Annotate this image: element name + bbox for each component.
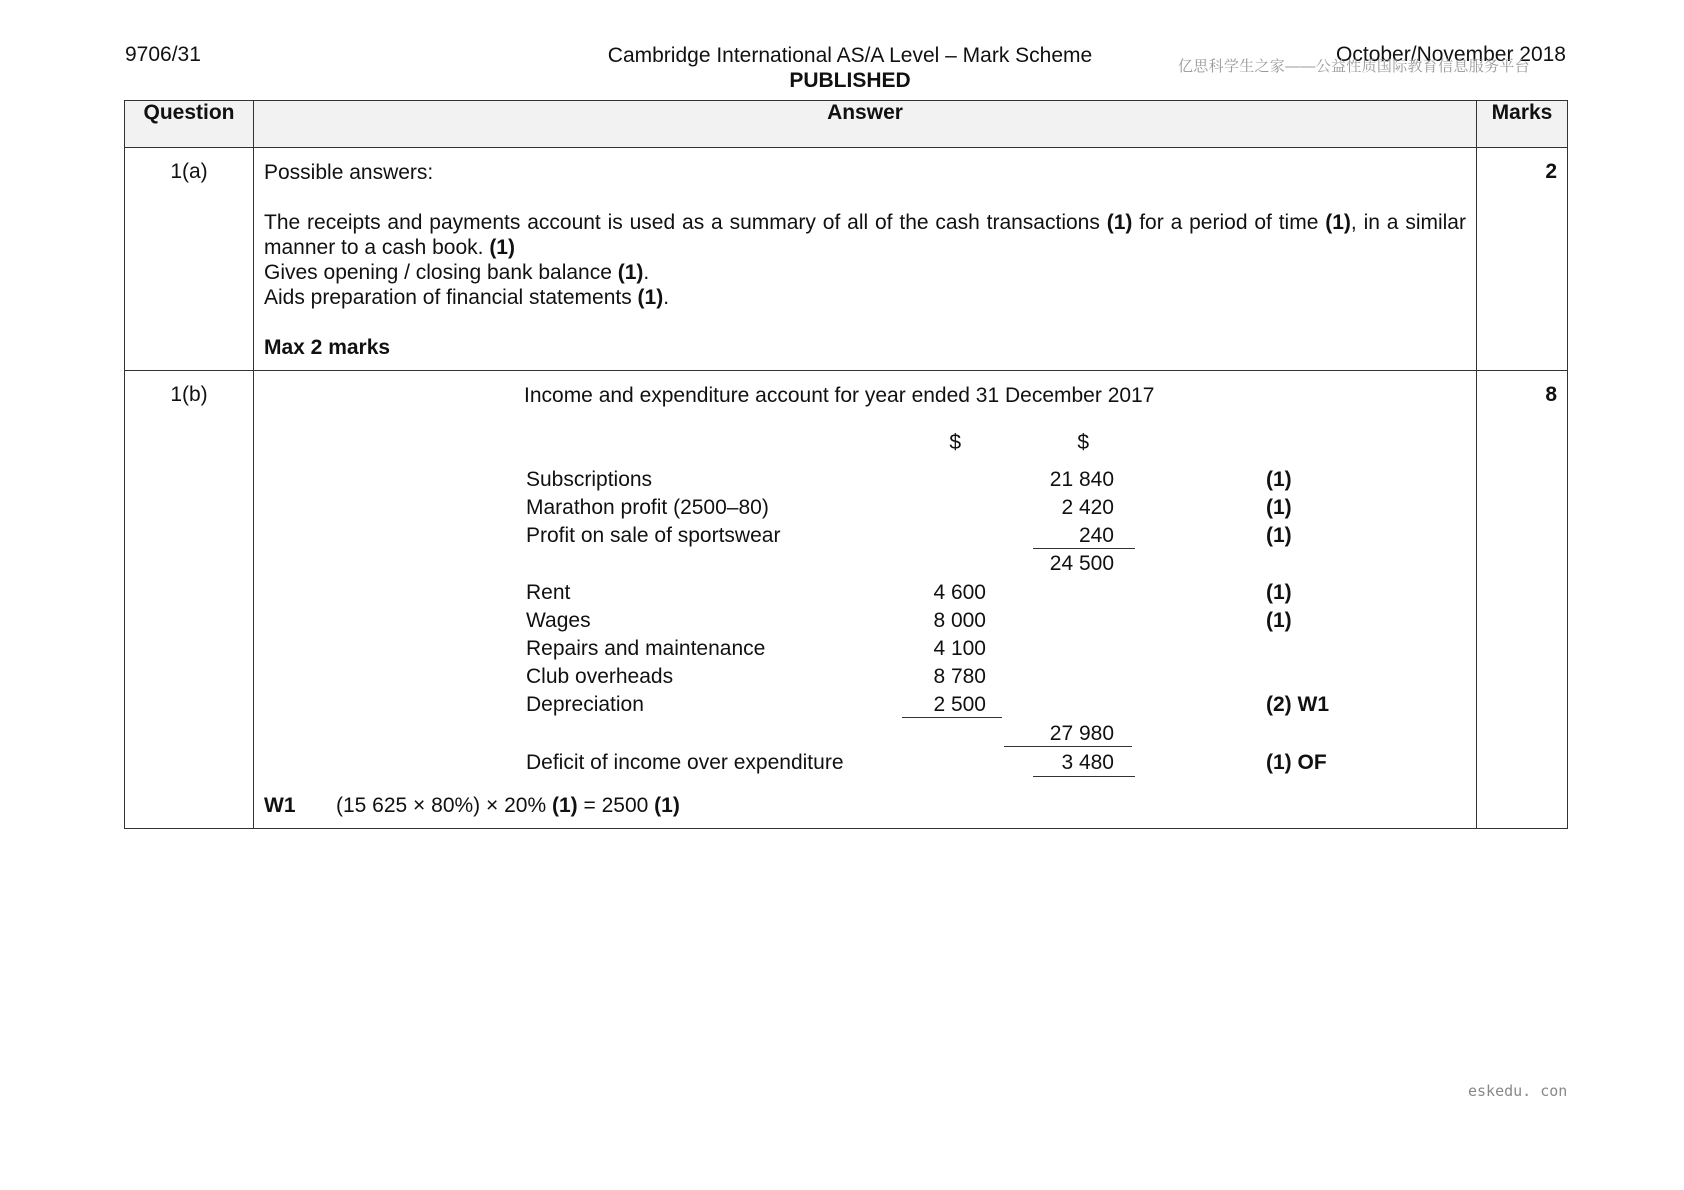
statement-amount-col1: 2 500 [933, 693, 986, 716]
total-rule [1033, 548, 1135, 549]
page-title: Cambridge International AS/A Level – Mark Scheme [607, 44, 1093, 67]
statement-row-label: Deficit of income over expenditure [526, 751, 844, 774]
header-question: Question [125, 101, 254, 148]
answer-cell [254, 371, 1477, 829]
answer-line: Aids preparation of financial statements (1). [264, 286, 670, 309]
statement-row-label: Profit on sale of sportswear [526, 524, 781, 547]
statement-amount-col2: 21 840 [1049, 468, 1114, 491]
total-rule [902, 717, 1002, 718]
marks-value: 2 [1477, 148, 1568, 371]
statement-mark: (1) OF [1266, 751, 1327, 774]
published-label: PUBLISHED [789, 69, 911, 92]
statement-mark: (1) [1266, 524, 1292, 547]
statement-amount-col1: 8 000 [933, 609, 986, 632]
answer-paragraph: The receipts and payments account is used as a summary of all of the cash transactions (1) for a period of time (1), in a similar manner to a cash book. (1) [264, 211, 1466, 259]
header-answer: Answer [254, 101, 1477, 148]
column-head-dollar: $ [949, 431, 961, 454]
exam-session: October/November 2018 [1336, 43, 1566, 66]
answer-intro: Possible answers: [264, 161, 434, 184]
statement-amount-col1: 8 780 [933, 665, 986, 688]
total-rule [1033, 776, 1135, 777]
statement-mark: (1) [1266, 468, 1292, 491]
statement-title: Income and expenditure account for year ended 31 December 2017 [524, 384, 1155, 407]
statement-mark: (1) [1266, 581, 1292, 604]
total-rule [1004, 746, 1132, 747]
statement-row-label: Depreciation [526, 693, 644, 716]
statement-mark: (2) W1 [1266, 693, 1329, 716]
statement-row-label: Marathon profit (2500–80) [526, 496, 769, 519]
answer-cell [254, 148, 1477, 371]
statement-amount-col2: 3 480 [1061, 751, 1114, 774]
statement-row-label: Repairs and maintenance [526, 637, 766, 660]
marks-value: 8 [1477, 371, 1568, 829]
income-expenditure-account [264, 383, 1466, 818]
statement-amount-col2: 24 500 [1049, 552, 1114, 575]
statement-row-label: Subscriptions [526, 468, 653, 491]
working-note: W1 (15 625 × 80%) × 20% (1) = 2500 (1) [264, 794, 680, 817]
statement-mark: (1) [1266, 609, 1292, 632]
statement-mark: (1) [1266, 496, 1292, 519]
paper-code: 9706/31 [125, 43, 201, 66]
statement-amount-col2: 240 [1078, 524, 1114, 547]
statement-row-label: Rent [526, 581, 571, 604]
table-row [125, 371, 1568, 829]
statement-amount-col2: 2 420 [1061, 496, 1114, 519]
statement-row-label: Club overheads [526, 665, 674, 688]
max-marks-note: Max 2 marks [264, 336, 391, 359]
page-header [520, 43, 1180, 93]
column-head-dollar: $ [1077, 431, 1089, 454]
table-row [125, 148, 1568, 371]
statement-row-label: Wages [526, 609, 591, 632]
table-header-row [125, 101, 1568, 148]
question-number: 1(a) [125, 148, 254, 371]
statement-amount-col1: 4 600 [933, 581, 986, 604]
answer-line: Gives opening / closing bank balance (1). [264, 261, 650, 284]
question-number: 1(b) [125, 371, 254, 829]
watermark-text: 亿思科学生之家——公益性质国际教育信息服务平台 [1178, 58, 1530, 75]
mark-scheme-table [124, 100, 1568, 829]
statement-amount-col1: 4 100 [933, 637, 986, 660]
footer-watermark: eskedu. con [1468, 1082, 1568, 1100]
statement-amount-col2: 27 980 [1049, 722, 1114, 745]
header-marks: Marks [1477, 101, 1568, 148]
